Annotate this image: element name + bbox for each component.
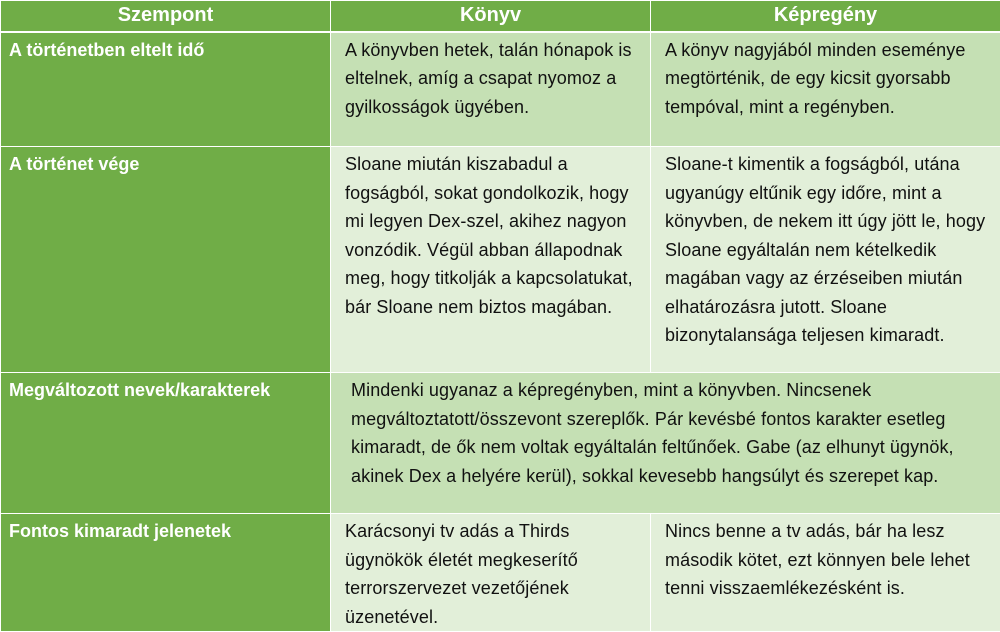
table-row: [1, 373, 1000, 514]
header-book: Könyv: [331, 1, 651, 32]
row-book-cell: A könyvben hetek, talán hónapok is eltelnek, amíg a csapat nyomoz a gyilkosságok ügyében.: [331, 32, 651, 147]
row-comic-cell: A könyv nagyjából minden eseménye megtörténik, de egy kicsit gyorsabb tempóval, mint a regényben.: [651, 32, 1000, 147]
table-row: [1, 147, 1000, 373]
row-book-cell: Sloane miután kiszabadul a fogságból, sokat gondolkozik, hogy mi legyen Dex-szel, akihez nagyon vonzódik. Végül abban állapodnak meg, hogy titkolják a kapcsolatukat, bár Sloane nem biztos magában.: [331, 147, 651, 373]
row-aspect: A történetben eltelt idő: [1, 32, 331, 147]
row-aspect: Fontos kimaradt jelenetek: [1, 514, 331, 632]
row-aspect: Megváltozott nevek/karakterek: [1, 373, 331, 514]
row-comic-cell: Sloane-t kimentik a fogságból, utána ugyanúgy eltűnik egy időre, mint a könyvben, de nekem itt úgy jött le, hogy Sloane egyáltalán nem kételkedik magában vagy az érzéseiben miután elhatározásra jutott. Sloane bizonytalansága teljesen kimaradt.: [651, 147, 1000, 373]
header-comic: Képregény: [651, 1, 1000, 32]
header-aspect: Szempont: [1, 1, 331, 32]
row-merged-cell: Mindenki ugyanaz a képregényben, mint a könyvben. Nincsenek megváltoztatott/összevont szereplők. Pár kevésbé fontos karakter esetleg kimaradt, de ők nem voltak egyáltalán feltűnőek. Gabe (az elhunyt ügynök, akinek Dex a helyére kerül), sokkal kevesebb hangsúlyt és szerepet kap.: [331, 373, 1000, 514]
row-comic-cell: Nincs benne a tv adás, bár ha lesz második kötet, ezt könnyen bele lehet tenni visszaemlékezésként is.: [651, 514, 1000, 632]
header-row: [1, 1, 1000, 32]
table-row: [1, 32, 1000, 147]
row-aspect: A történet vége: [1, 147, 331, 373]
row-book-cell: Karácsonyi tv adás a Thirds ügynökök életét megkeserítő terrorszervezet vezetőjének üzenetével.: [331, 514, 651, 632]
table-row: [1, 514, 1000, 632]
